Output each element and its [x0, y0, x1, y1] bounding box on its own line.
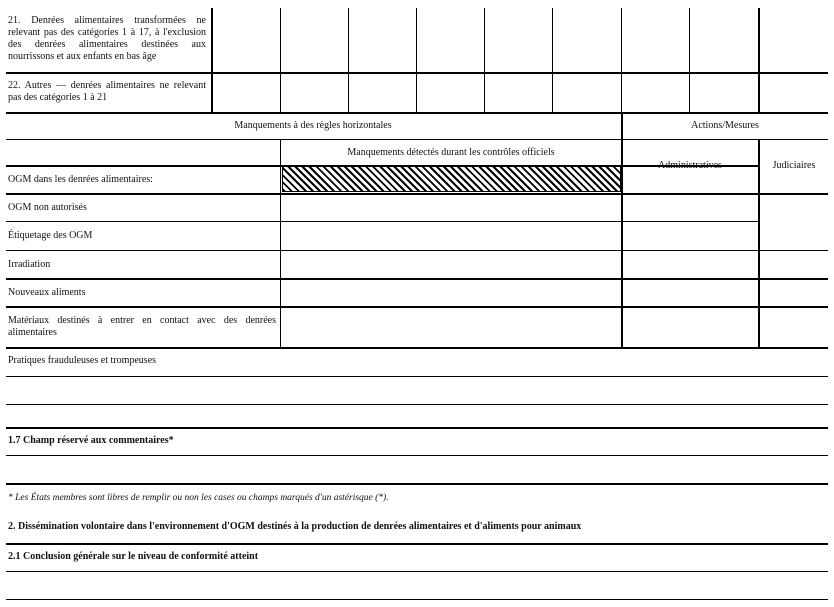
table-col-divider [621, 8, 622, 113]
form-line [6, 571, 828, 572]
row-gmo-unauthorised: OGM non autorisés [8, 202, 87, 213]
form-line [6, 599, 828, 600]
header-administrative: Administratives [658, 160, 722, 171]
row-gmo-labelling: Étiquetage des OGM [8, 230, 93, 241]
row-novel-foods: Nouveaux aliments [8, 287, 86, 298]
table-row-divider [6, 221, 759, 222]
table-row-divider [6, 139, 828, 140]
header-horizontal-rules: Manquements à des règles horizontales [234, 120, 392, 131]
category-row-22: 22. Autres — denrées alimentaires ne relevant pas des catégories 1 à 21 [8, 80, 206, 103]
header-detected: Manquements détectés durant les contrôles officiels [347, 147, 555, 158]
section-1-7-title: 1.7 Champ réservé aux commentaires* [8, 435, 174, 446]
form-line [6, 427, 828, 429]
table-col-divider [348, 8, 349, 113]
header-actions: Actions/Mesures [691, 120, 759, 131]
form-line [6, 543, 828, 545]
table-col-divider [280, 8, 281, 113]
table-row-divider [6, 347, 828, 349]
form-line [6, 404, 828, 405]
form-line [6, 376, 828, 377]
table-col-divider [211, 8, 213, 114]
table-row-divider [6, 72, 828, 74]
table-col-divider [280, 139, 281, 348]
footnote: * Les États membres sont libres de remplir ou non les cases ou champs marqués d'un astérisque (*). [8, 493, 389, 503]
table-col-divider [484, 8, 485, 113]
row-irradiation: Irradiation [8, 259, 51, 270]
row-gmo-food: OGM dans les denrées alimentaires: [8, 174, 153, 185]
table-row-divider [6, 306, 828, 308]
form-line [6, 455, 828, 456]
table-col-divider [416, 8, 417, 113]
table-row-divider [6, 193, 828, 195]
table-row-divider [6, 250, 828, 251]
hatched-cell [282, 166, 621, 192]
table-col-divider [689, 8, 690, 113]
category-row-21: 21. Denrées alimentaires transformées ne relevant pas des catégories 1 à 17, à l'exclusion des denrées alimentaires destinées aux nourrissons et aux enfants en bas âge [8, 15, 206, 62]
table-row-divider [6, 278, 828, 280]
section-2-title: 2. Dissémination volontaire dans l'environnement d'OGM destinés à la production de denrées alimentaires et d'aliments pour animaux [8, 521, 582, 532]
table-row-divider [6, 112, 828, 114]
row-food-contact-materials: Matériaux destinés à entrer en contact avec des denrées alimentaires [8, 315, 276, 338]
form-line [6, 483, 828, 485]
fraud-label: Pratiques frauduleuses et trompeuses [8, 355, 157, 366]
table-col-divider [758, 8, 760, 114]
header-judicial: Judiciaires [772, 160, 816, 171]
table-col-divider [621, 112, 623, 348]
table-col-divider [552, 8, 553, 113]
section-2-1-title: 2.1 Conclusion générale sur le niveau de conformité atteint [8, 551, 259, 562]
